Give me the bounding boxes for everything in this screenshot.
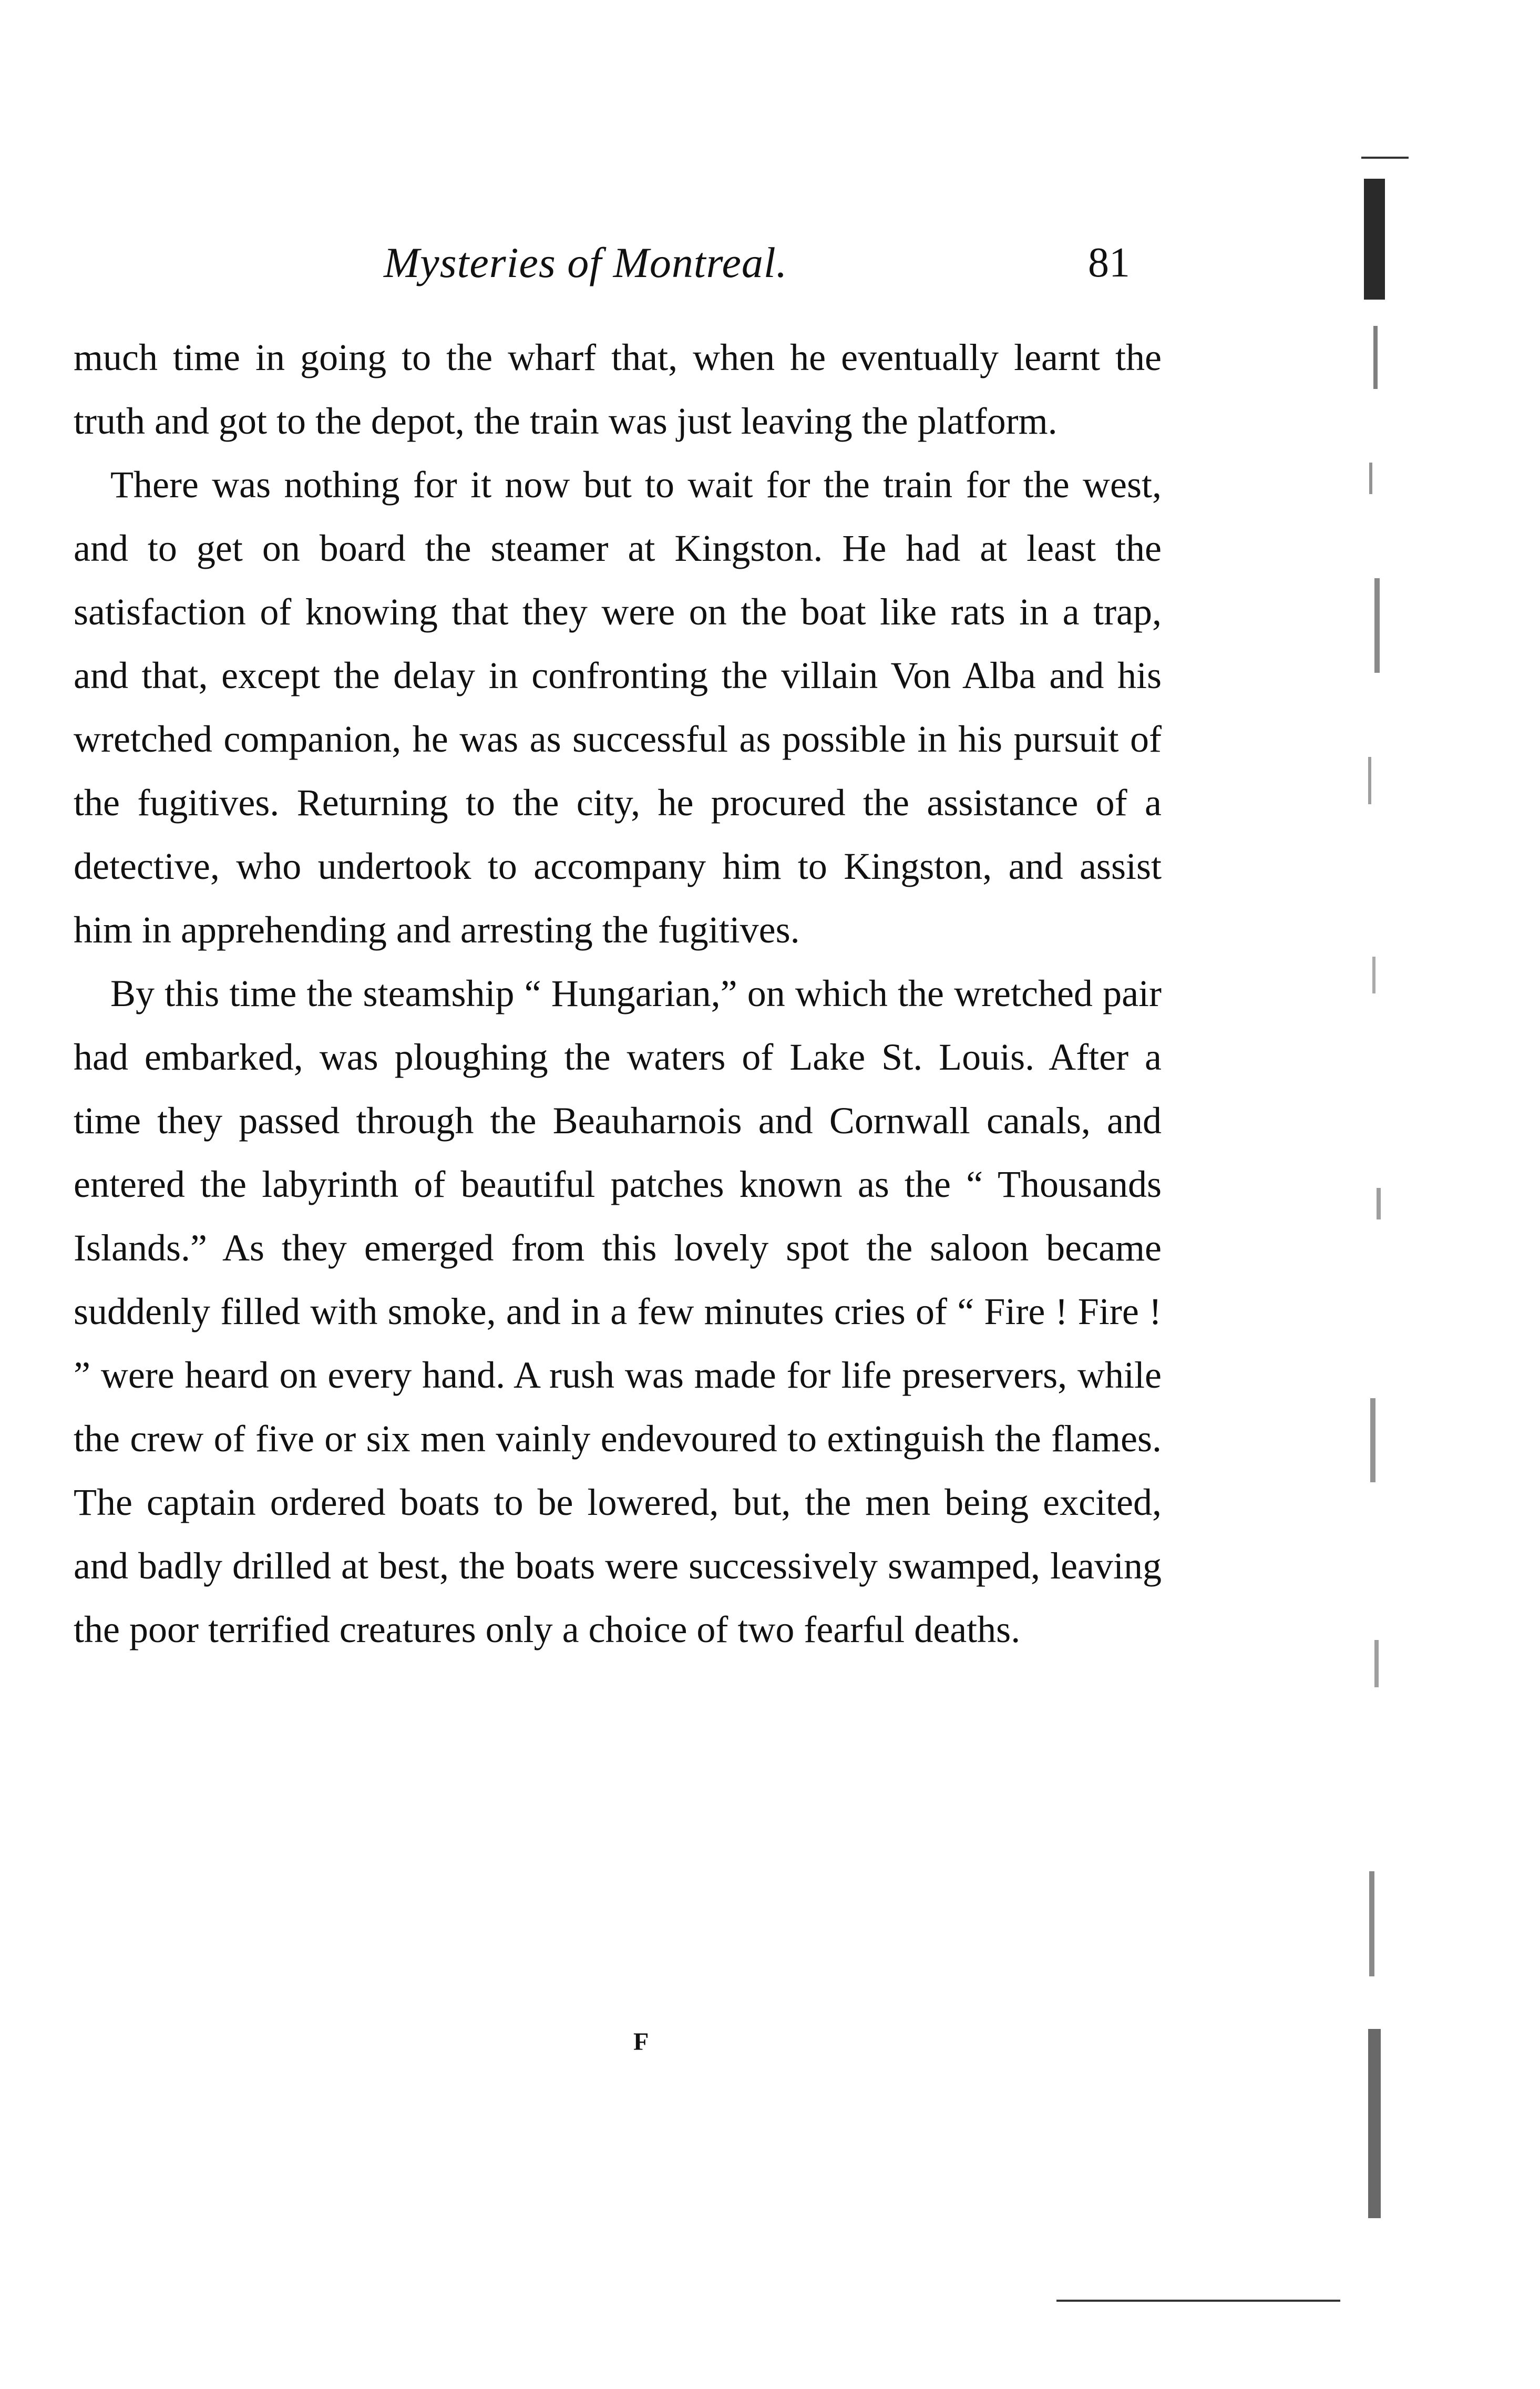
running-title: Mysteries of Montreal. bbox=[384, 239, 788, 286]
body-text bbox=[74, 326, 1162, 1662]
running-head bbox=[384, 234, 1130, 292]
signature-mark: F bbox=[633, 2028, 649, 2056]
paragraph-3: By this time the steamship “ Hungarian,” on which the wretched pair had embarked, was ploughing the waters of Lake St. Louis. After a time they passed through the Beauharnois and Cornwall canals, and entered the labyrinth of beautiful patches known as the “ Thousands Islands.” As they emerged from this lovely spot the saloon became suddenly filled with smoke, and in a few minutes cries of “ Fire ! Fire ! ” were heard on every hand. A rush was made for life preservers, while the crew of five or six men vainly endevoured to extinguish the flames. The captain ordered boats to be lowered, but, the men being excited, and badly drilled at best, the boats were successively swamped, leaving the poor terrified creatures only a choice of two fearful deaths. bbox=[74, 972, 1162, 1650]
paragraph-1: much time in going to the wharf that, when he eventually learnt the truth and got to the depot, the train was just leaving the platform. bbox=[74, 336, 1162, 442]
scan-bottom-rule bbox=[1056, 2300, 1340, 2302]
page-number: 81 bbox=[1088, 240, 1130, 286]
scan-edge-artifacts bbox=[1359, 137, 1390, 2239]
paragraph-2: There was nothing for it now but to wait for the train for the west, and to get on board the steamer at Kingston. He had at least the satisfaction of knowing that they were on the boat like rats in a trap, and that, except the delay in confronting the villain Von Alba and his wretched companion, he was as successful as possible in his pursuit of the fugitives. Returning to the city, he procured the assistance of a detective, who undertook to accompany him to Kingston, and assist him in apprehending and arresting the fugitives. bbox=[74, 464, 1162, 951]
